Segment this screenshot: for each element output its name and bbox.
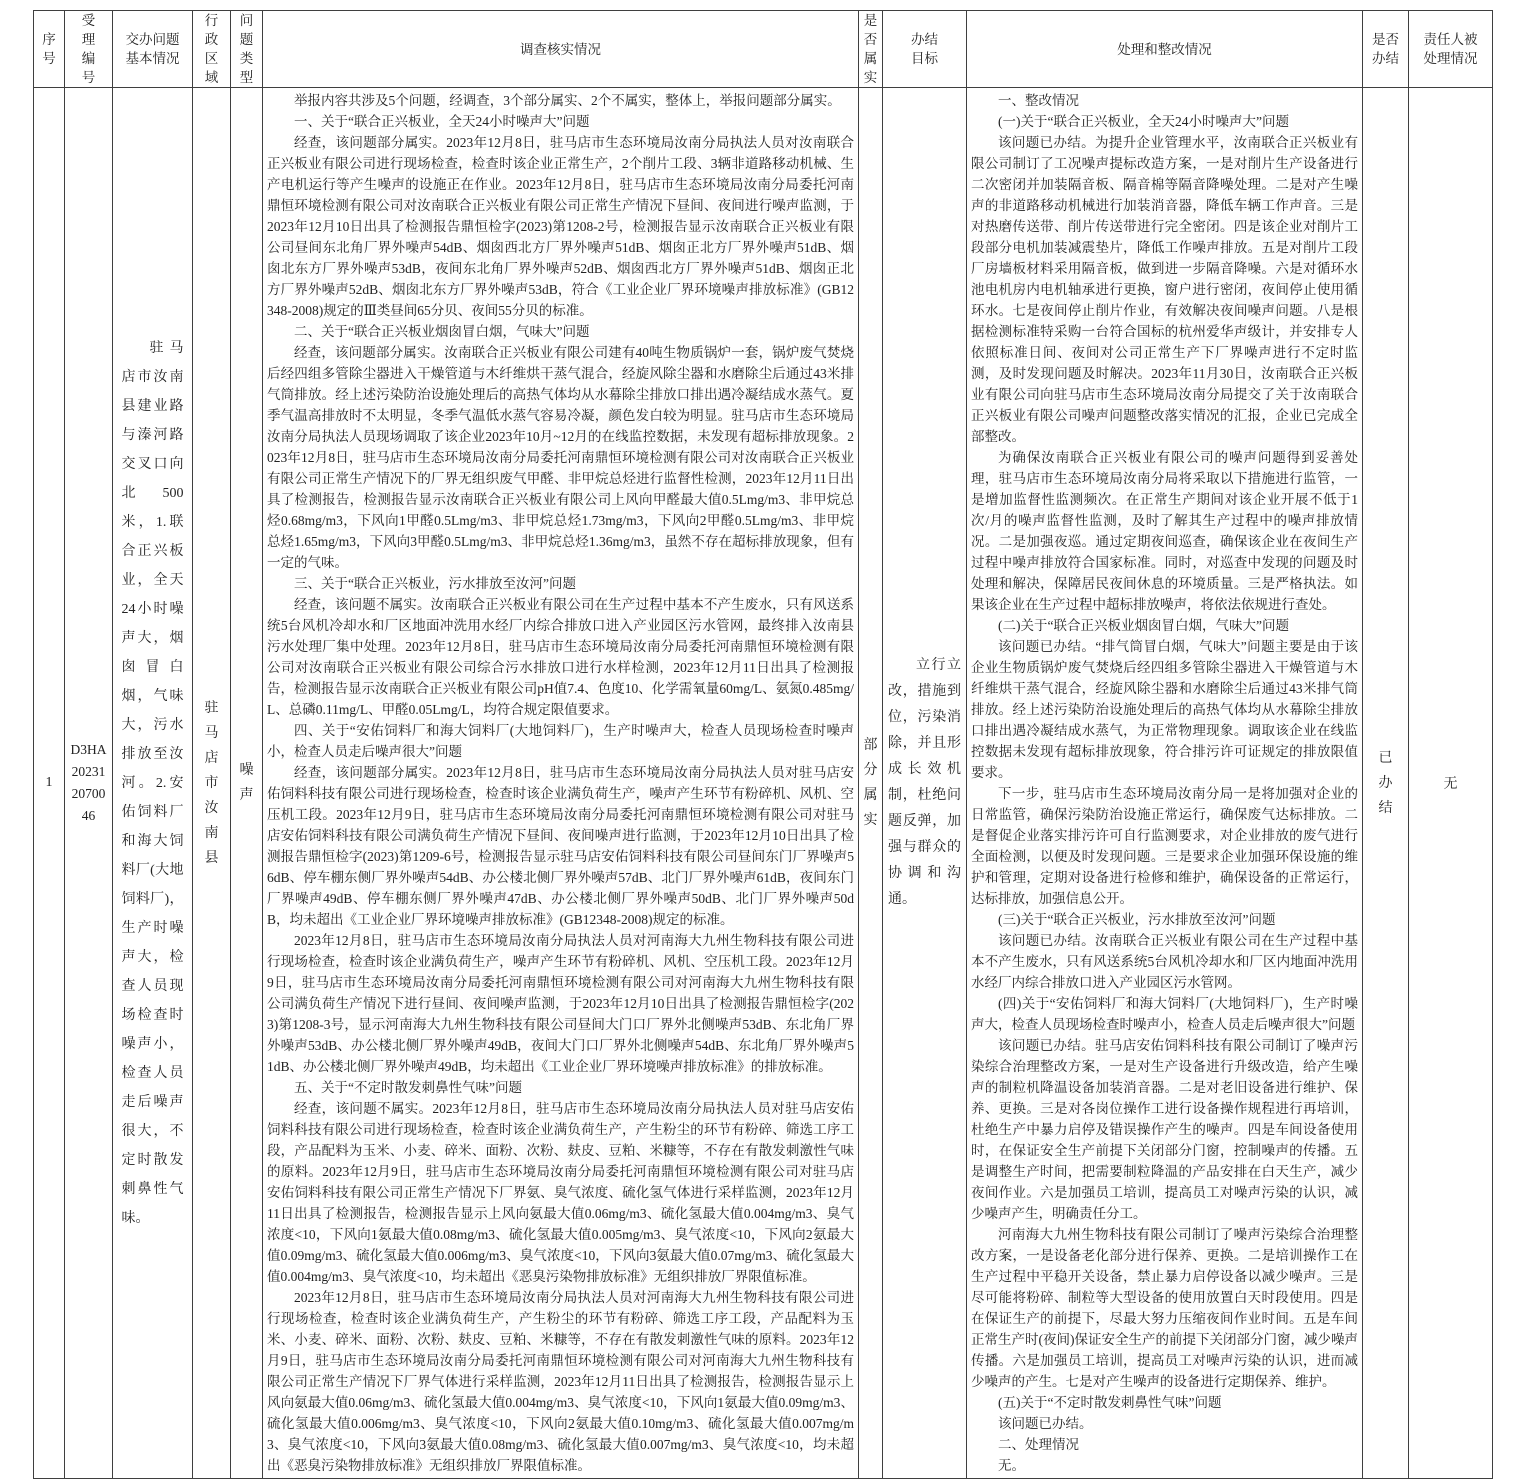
paragraph: 经查，该问题不属实。2023年12月8日，驻马店市生态环境局汝南分局执法人员对驻马店安佑饲料科技有限公司进行现场检查，检查时该企业满负荷生产，产生粉尘的环节有粉碎、筛选工序工段，产品配料为玉米、小麦、碎米、面粉、次粉、麸皮、豆粕、米糠等，不存在有散发刺激性气味的原料。2023年12月9日，驻马店市生态环境局汝南分局委托河南鼎恒环境检测有限公司对驻马店安佑饲料科技有限公司正常生产情况下厂界氨、臭气浓度、硫化氢气体进行采样监测，2023年12月11日出具了检测报告，检测报告显示上风向氨最大值0.06mg/m3、硫化氢最大值0.004mg/m3、臭气浓度<10，下风向1氨最大值0.08mg/m3、硫化氢最大值0.005mg/m3、臭气浓度<10，下风向2氨最大值0.09mg/m3、硫化氢最大值0.006mg/m3、臭气浓度<10，下风向3氨最大值0.07mg/m3、硫化氢最大值0.004mg/m3、臭气浓度<10，均未超出《恶臭污染物排放标准》无组织排放厂界限值标准。 — [267, 1101, 854, 1284]
responsible-value: 无 — [1443, 777, 1458, 792]
header-investigation: 调查核实情况 — [263, 11, 859, 88]
cell-region — [193, 88, 231, 1479]
header-responsible: 责任人被处理情况 — [1409, 11, 1493, 88]
header-seq: 序号 — [34, 11, 65, 88]
paragraph: 经查，该问题部分属实。2023年12月8日，驻马店市生态环境局汝南分局执法人员对汝南联合正兴板业有限公司进行现场检查，检查时该企业正常生产，2个削片工段、3辆非道路移动机械、生产电机运行等产生噪声的设施正在作业。2023年12月8日，驻马店市生态环境局汝南分局委托河南鼎恒环境检测有限公司对汝南联合正兴板业有限公司正常生产情况下昼间、夜间进行噪声监测，于2023年12月10日出具了检测报告鼎恒检字(2023)第1208-2号，检测报告显示汝南联合正兴板业有限公司昼间东北角厂界外噪声54dB、烟囱西北方厂界外噪声51dB、烟囱正北方厂界外噪声51dB、烟囱北东方厂界外噪声53dB，夜间东北角厂界外噪声52dB、烟囱西北方厂界外噪声51dB、烟囱正北方厂界外噪声52dB、烟囱北东方厂界外噪声53dB，符合《工业企业厂界环境噪声排放标准》(GB12348-2008)规定的Ⅲ类昼间65分贝、夜间55分贝的标准。 — [267, 135, 854, 318]
rectification-text — [967, 88, 1362, 1478]
table-row — [34, 88, 1493, 1479]
problem-type-value: 噪声 — [239, 763, 254, 803]
cell-seq — [34, 88, 65, 1479]
paragraph: 该问题已办结。为提升企业管理水平，汝南联合正兴板业有限公司制订了工况噪声提标改造方案，一是对削片生产设备进行二次密闭并加装隔音板、隔音棉等隔音降噪处理。二是对产生噪声的非道路移动机械进行加装消音器，降低车辆工作声音。三是对热磨传送带、削片传送带进行完全密闭。四是该企业对削片工段部分电机加装减震垫片，降低工作噪声排放。五是对削片工段厂房墙板材料采用隔音板，做到进一步隔音降噪。六是对循环水池电机房内电机轴承进行更换，窗户进行密闭，夜间停止使用循环水。七是夜间停止削片作业，有效解决夜间噪声问题。八是根据检测标准特采购一台符合国标的杭州爱华声级计，并安排专人依照标准日间、夜间对公司正常生产下厂界噪声进行不定时监测，及时发现问题及时解决。2023年11月30日，汝南联合正兴板业有限公司向驻马店市生态环境局汝南分局提交了关于汝南联合正兴板业有限公司噪声问题整改落实情况的汇报，企业已完成全部整改。 — [971, 135, 1358, 444]
paragraph: 2023年12月8日，驻马店市生态环境局汝南分局执法人员对河南海大九州生物科技有限公司进行现场检查，检查时该企业满负荷生产，产生粉尘的环节有粉碎、筛选工序工段，产品配料为玉米、小麦、碎米、面粉、次粉、麸皮、豆粕、米糠等，不存在有散发刺激性气味的原料。2023年12月9日，驻马店市生态环境局汝南分局委托河南鼎恒环境检测有限公司对河南海大九州生物科技有限公司正常生产情况下厂界气体进行采样监测，2023年12月11日出具了检测报告，检测报告显示上风向氨最大值0.06mg/m3、硫化氢最大值0.004mg/m3、臭气浓度<10，下风向1氨最大值0.09mg/m3、硫化氢最大值0.006mg/m3、臭气浓度<10，下风向2氨最大值0.10mg/m3、硫化氢最大值0.007mg/m3、臭气浓度<10，下风向3氨最大值0.08mg/m3、硫化氢最大值0.007mg/m3、臭气浓度<10，均未超出《恶臭污染物排放标准》无组织排放厂界限值标准。 — [267, 1290, 854, 1473]
cell-is-true — [859, 88, 883, 1479]
paragraph: 一、关于“联合正兴板业，全天24小时噪声大”问题 — [294, 114, 590, 129]
paragraph: (一)关于“联合正兴板业，全天24小时噪声大”问题 — [998, 114, 1289, 129]
header-case-no: 受理编号 — [65, 11, 113, 88]
paragraph: 无。 — [998, 1458, 1025, 1473]
header-problem-basic: 交办问题基本情况 — [113, 11, 193, 88]
paragraph: 为确保汝南联合正兴板业有限公司的噪声问题得到妥善处理，驻马店市生态环境局汝南分局将采取以下措施进行监管，一是增加监督性监测频次。在正常生产期间对该企业开展不低于1次/月的噪声监督性监测，及时了解其生产过程中的噪声排放情况。二是加强夜巡。通过定期夜间巡查，确保该企业在夜间生产过程中噪声排放符合国家标准。同时，对巡查中发现的问题及时处理和解决，保障居民夜间休息的环境质量。三是严格执法。如果该企业在生产过程中超标排放噪声，将依法依规进行查处。 — [971, 450, 1358, 612]
cell-is-closed — [1363, 88, 1409, 1479]
header-is-true: 是否属实 — [859, 11, 883, 88]
header-region: 行政区域 — [193, 11, 231, 88]
cell-problem-basic — [113, 88, 193, 1479]
target-text: 立行立改，措施到位，污染消除，并且形成长效机制，杜绝问题反弹，加强与群众的协调和沟通。 — [888, 658, 961, 907]
paragraph: 该问题已办结。“排气筒冒白烟，气味大”问题主要是由于该企业生物质锅炉废气焚烧后经四组多管除尘器进入干燥管道与木纤维烘干蒸气混合，经旋风除尘器和水磨除尘后通过43米排气筒排放。经上述污染防治设施处理后的高热气体均从水幕除尘排放口排出遇冷凝结成水蒸气，为正常物理现象。调取该企业在线监控数据未发现有超标排放现象，符合排污许可证规定的排放限值要求。 — [971, 639, 1358, 780]
paragraph: (三)关于“联合正兴板业，污水排放至汝河”问题 — [998, 912, 1276, 927]
paragraph: 下一步，驻马店市生态环境局汝南分局一是将加强对企业的日常监管，确保污染防治设施正常运行，确保废气达标排放。二是督促企业落实排污许可自行监测要求，对企业排放的废气进行全面检测，以便及时发现问题。三是要求企业加强环保设施的维护和管理，定期对设备进行检修和维护，确保设备的正常运行，达标排放，加强信息公开。 — [971, 786, 1358, 906]
is-closed-value: 已办结 — [1378, 750, 1393, 816]
paragraph: 2023年12月8日，驻马店市生态环境局汝南分局执法人员对河南海大九州生物科技有限公司进行现场检查，检查时该企业满负荷生产，噪声产生环节有粉碎机、风机、空压机工段。2023年12月9日，驻马店市生态环境局汝南分局委托河南鼎恒环境检测有限公司对河南海大九州生物科技有限公司满负荷生产情况下进行昼间、夜间噪声监测，于2023年12月10日出具了检测报告鼎恒检字(2023)第1208-3号，显示河南海大九州生物科技有限公司昼间大门口厂界外北侧噪声53dB、东北角厂界外噪声53dB、办公楼北侧厂界外噪声49dB，夜间大门口厂界外北侧噪声54dB、东北角厂界外噪声51dB、办公楼北侧厂界外噪声49dB，均未超出《工业企业厂界环境噪声排放标准》的排放标准。 — [267, 933, 854, 1074]
paragraph: 该问题已办结。汝南联合正兴板业有限公司在生产过程中基本不产生废水，只有风送系统5台风机冷却水和厂区内地面冲洗用水经厂内综合排放口进入产业园区污水管网。 — [971, 933, 1358, 990]
complaint-report-table — [33, 10, 1493, 1479]
paragraph: 四、关于“安佑饲料厂和海大饲料厂(大地饲料厂)，生产时噪声大，检查人员现场检查时噪声小，检查人员走后噪声很大”问题 — [267, 723, 854, 759]
header-rectification: 处理和整改情况 — [967, 11, 1363, 88]
paragraph: (四)关于“安佑饲料厂和海大饲料厂(大地饲料厂)，生产时噪声大，检查人员现场检查时噪声小，检查人员走后噪声很大”问题 — [971, 996, 1358, 1032]
cell-case-no — [65, 88, 113, 1479]
paragraph: 一、整改情况 — [998, 93, 1079, 108]
is-true-value: 部分属实 — [863, 738, 878, 828]
header-target: 办结目标 — [883, 11, 967, 88]
header-problem-type: 问题类型 — [231, 11, 263, 88]
cell-rectification — [967, 88, 1363, 1479]
paragraph: (五)关于“不定时散发刺鼻性气味”问题 — [998, 1395, 1222, 1410]
cell-responsible — [1409, 88, 1493, 1479]
paragraph: 经查，该问题部分属实。2023年12月8日，驻马店市生态环境局汝南分局执法人员对驻马店安佑饲料科技有限公司进行现场检查，检查时该企业满负荷生产，噪声产生环节有粉碎机、风机、空压机工段。2023年12月9日，驻马店市生态环境局汝南分局委托河南鼎恒环境检测有限公司对驻马店安佑饲料科技有限公司满负荷生产情况下昼间、夜间噪声进行监测，于2023年12月10日出具了检测报告鼎恒检字(2023)第1209-6号，检测报告显示驻马店安佑饲料科技有限公司昼间东门厂界噪声56dB、停车棚东侧厂界外噪声54dB、办公楼北侧厂界外噪声57dB、北门厂界外噪声61dB，夜间东门厂界噪声49dB、停车棚东侧厂界外噪声47dB、办公楼北侧厂界外噪声50dB、北门厂界外噪声50dB，均未超出《工业企业厂界环境噪声排放标准》(GB12348-2008)规定的标准。 — [267, 765, 854, 927]
header-row — [34, 11, 1493, 88]
paragraph: 经查，该问题部分属实。汝南联合正兴板业有限公司建有40吨生物质锅炉一套，锅炉废气焚烧后经四组多管除尘器进入干燥管道与木纤维烘干蒸气混合，经旋风除尘器和水磨除尘后通过43米排气筒排放。经上述污染防治设施处理后的高热气体均从水幕除尘排放口排出遇冷凝结成水蒸气。夏季气温高排放时不太明显，冬季气温低水蒸气容易冷凝，颜色发白较为明显。驻马店市生态环境局汝南分局执法人员现场调取了该企业2023年10月~12月的在线监控数据，未发现有超标排放现象。2023年12月8日，驻马店市生态环境局汝南分局委托河南鼎恒环境检测有限公司对汝南联合正兴板业有限公司正常生产情况下的厂界无组织废气甲醛、非甲烷总烃进行监督性检测，2023年12月11日出具了检测报告，检测报告显示汝南联合正兴板业有限公司上风向甲醛最大值0.5Lmg/m3、非甲烷总烃0.68mg/m3，下风向1甲醛0.5Lmg/m3、非甲烷总烃1.73mg/m3，下风向2甲醛0.5Lmg/m3、非甲烷总烃1.65mg/m3，下风向3甲醛0.5Lmg/m3、非甲烷总烃1.36mg/m3，虽然不存在超标排放现象，但有一定的气味。 — [267, 345, 854, 570]
region-value: 驻马店市汝南县 — [204, 700, 219, 866]
investigation-text — [263, 88, 858, 1478]
paragraph: 该问题已办结。驻马店安佑饲料科技有限公司制订了噪声污染综合治理整改方案，一是对生产设备进行升级改造，给产生噪声的制粒机降温设备加装消音器。二是对老旧设备进行维护、保养、更换。三是对各岗位操作工进行设备操作规程进行再培训，杜绝生产中暴力启停及错误操作产生的噪声。四是车间设备使用时，在保证安全生产前提下关闭部分门窗，控制噪声的传播。五是调整生产时间，把需要制粒降温的产品安排在白天生产，减少夜间作业。六是加强员工培训，提高员工对噪声污染的认识，减少噪声产生，明确责任分工。 — [971, 1038, 1358, 1221]
case-no-value: D3HA202312070046 — [70, 742, 107, 823]
paragraph: 举报内容共涉及5个问题，经调查，3个部分属实、2个不属实，整体上，举报问题部分属实。 — [294, 93, 841, 108]
paragraph: 二、处理情况 — [998, 1437, 1079, 1452]
problem-basic-text: 驻马店市汝南县建业路与溱河路交叉口向北500米，1.联合正兴板业，全天24小时噪声大，烟囱冒白烟，气味大，污水排放至汝河。2.安佑饲料厂和海大饲料厂(大地饲料厂)，生产时噪声大，检查人员现场检查时噪声小，检查人员走后噪声很大，不定时散发刺鼻性气味。 — [121, 340, 184, 1226]
cell-target — [883, 88, 967, 1479]
paragraph: 河南海大九州生物科技有限公司制订了噪声污染综合治理整改方案，一是设备老化部分进行保养、更换。二是培训操作工在生产过程中平稳开关设备，禁止暴力启停设备以减少噪声。三是尽可能将粉碎、制粒等大型设备的使用放置白天时段使用。四是在保证生产的前提下，尽最大努力压缩夜间作业时间。五是车间正常生产时(夜间)保证安全生产的前提下关闭部分门窗，减少噪声传播。六是加强员工培训，提高员工对噪声污染的认识，进而减少噪声的产生。七是对产生噪声的设备进行定期保养、维护。 — [971, 1227, 1358, 1389]
cell-investigation — [263, 88, 859, 1479]
paragraph: 三、关于“联合正兴板业，污水排放至汝河”问题 — [294, 576, 576, 591]
paragraph: (二)关于“联合正兴板业烟囱冒白烟，气味大”问题 — [998, 618, 1289, 633]
paragraph: 经查，该问题不属实。汝南联合正兴板业有限公司在生产过程中基本不产生废水，只有风送系统5台风机冷却水和厂区地面冲洗用水经厂内综合排放口进入产业园区污水管网，最终排入汝南县污水处理厂集中处理。2023年12月8日，驻马店市生态环境局汝南分局委托河南鼎恒环境检测有限公司对汝南联合正兴板业有限公司综合污水排放口进行水样检测，2023年12月11日出具了检测报告，检测报告显示汝南联合正兴板业有限公司pH值7.4、色度10、化学需氧量60mg/L、氨氮0.485mg/L、总磷0.11mg/L、甲醛0.05Lmg/L，均符合规定限值要求。 — [267, 597, 854, 717]
seq-value: 1 — [45, 775, 53, 790]
paragraph: 五、关于“不定时散发刺鼻性气味”问题 — [294, 1080, 522, 1095]
cell-problem-type — [231, 88, 263, 1479]
header-is-closed: 是否办结 — [1363, 11, 1409, 88]
paragraph: 二、关于“联合正兴板业烟囱冒白烟，气味大”问题 — [294, 324, 590, 339]
paragraph: 该问题已办结。 — [998, 1416, 1093, 1431]
